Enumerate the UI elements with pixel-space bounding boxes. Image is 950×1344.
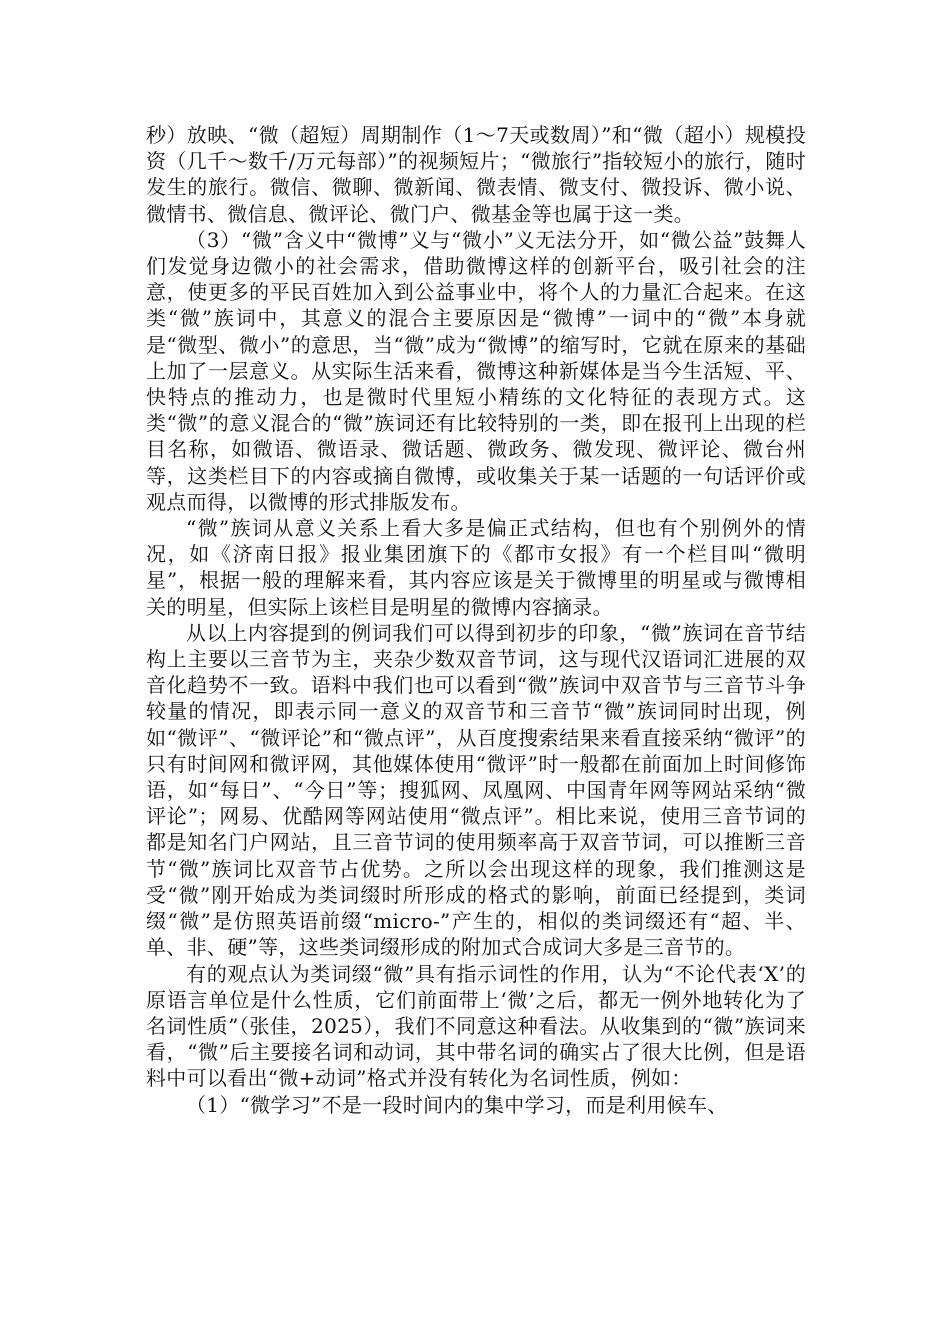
paragraph-example-3: （3）“微”含义中“微博”义与“微小”义无法分开，如“微公益”鼓舞人们发觉身边微小的社会需求，借助微博这样的创新平台，吸引社会的注意，使更多的平民百姓加入到公益事业中，将个人的力量汇合起来。在这类“微”族词中，其意义的混合主要原因是“微博”一词中的“微”本身就是“微型、微小”的意思，当“微”成为“微博”的缩写时，它就在原来的基础上加了一层意义。从实际生活来看，微博这种新媒体是当今生活短、平、快特点的推动力，也是微时代里短小精练的文化特征的表现方式。这类“微”的意义混合的“微”族词还有比较特别的一类，即在报刊上出现的栏目名称，如微语、微语录、微话题、微政务、微发现、微评论、微台州等，这类栏目下的内容或摘自微博，或收集关于某一话题的一句话评价或观点而得，以微博的形式排版发布。 (146, 227, 806, 514)
paragraph-continuation: 秒）放映、“微（超短）周期制作（1～7天或数周）”和“微（超小）规模投资（几千～数千/万元每部）”的视频短片；“微旅行”指较短小的旅行，随时发生的旅行。微信、微聊、微新闻、微表情、微支付、微投诉、微小说、微情书、微信息、微评论、微门户、微基金等也属于这一类。 (146, 123, 806, 226)
paragraph-syllable-analysis: 从以上内容提到的例词我们可以得到初步的印象，“微”族词在音节结构上主要以三音节为主，夹杂少数双音节词，这与现代汉语词汇进展的双音化趋势不一致。语料中我们也可以看到“微”族词中双音节与三音节斗争较量的情况，即表示同一意义的双音节和三音节“微”族词同时出现，例如“微评”、“微评论”和“微点评”，从百度搜索结果来看直接采纳“微评”的只有时间网和微评网，其他媒体使用“微评”时一般都在前面加上时间修饰语，如“每日”、“今日”等；搜狐网、凤凰网、中国青年网等网站采纳“微评论”；网易、优酷网等网站使用“微点评”。相比来说，使用三音节词的都是知名门户网站，且三音节词的使用频率高于双音节词，可以推断三音节“微”族词比双音节占优势。之所以会出现这样的现象，我们推测这是受“微”刚开始成为类词缀时所形成的格式的影响，前面已经提到，类词缀“微”是仿照英语前缀“micro-”产生的，相似的类词缀还有“超、半、单、非、硬”等，这些类词缀形成的附加式合成词大多是三音节的。 (146, 620, 806, 960)
body-text (146, 122, 806, 1118)
paragraph-structure-exception: “微”族词从意义关系上看大多是偏正式结构，但也有个别例外的情况，如《济南日报》报业集团旗下的《都市女报》有一个栏目叫“微明星”，根据一般的理解来看，其内容应该是关于微博里的明星或与微博相关的明星，但实际上该栏目是明星的微博内容摘录。 (146, 516, 806, 619)
paragraph-part-of-speech: 有的观点认为类词缀“微”具有指示词性的作用，认为“不论代表‘X’的原语言单位是什么性质，它们前面带上‘微’之后，都无一例外地转化为了名词性质”（张佳，2025），我们不同意这种看法。从收集到的“微”族词来看，“微”后主要接名词和动词，其中带名词的确实占了很大比例，但是语料中可以看出“微+动词”格式并没有转化为名词性质，例如： (146, 961, 806, 1091)
paragraph-example-1: （1）“微学习”不是一段时间内的集中学习，而是利用候车、 (186, 1092, 728, 1117)
